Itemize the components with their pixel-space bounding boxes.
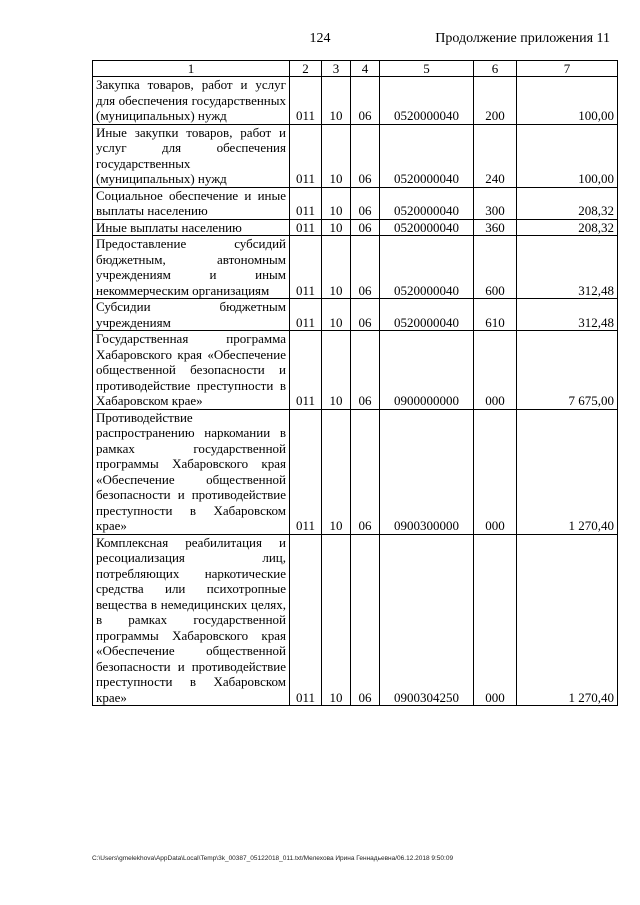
row-name-cell: Субсидии бюджетным учреждениям <box>93 299 290 331</box>
admin-code-cell: 011 <box>290 219 322 236</box>
column-header: 1 <box>93 61 290 77</box>
column-header: 6 <box>474 61 517 77</box>
appendix-label: Продолжение приложения 11 <box>435 31 610 46</box>
target-article-cell: 0520000040 <box>380 236 474 299</box>
amount-cell: 1 270,40 <box>517 534 618 706</box>
table-row <box>93 299 618 331</box>
subsection-cell: 06 <box>351 77 380 125</box>
admin-code-cell: 011 <box>290 187 322 219</box>
admin-code-cell: 011 <box>290 77 322 125</box>
target-article-cell: 0520000040 <box>380 299 474 331</box>
target-article-cell: 0900304250 <box>380 534 474 706</box>
subsection-cell: 06 <box>351 409 380 534</box>
subsection-cell: 06 <box>351 187 380 219</box>
table-row <box>93 77 618 125</box>
target-article-cell: 0520000040 <box>380 124 474 187</box>
column-header: 5 <box>380 61 474 77</box>
row-name-cell: Противодействие распространению наркомании в рамках государственной программы Хабаровского края «Обеспечение общественной безопасности и противодействие преступности в Хабаровском крае» <box>93 409 290 534</box>
table-row <box>93 409 618 534</box>
subsection-cell: 06 <box>351 236 380 299</box>
expense-type-cell: 240 <box>474 124 517 187</box>
section-cell: 10 <box>322 187 351 219</box>
table-row <box>93 331 618 410</box>
target-article-cell: 0900000000 <box>380 331 474 410</box>
table-row <box>93 187 618 219</box>
subsection-cell: 06 <box>351 534 380 706</box>
target-article-cell: 0520000040 <box>380 77 474 125</box>
file-path-footer: C:\Users\gmelekhova\AppData\Local\Temp\3k_00387_05122018_011.txt/Мелехова Ирина Геннадьевна/06.12.2018 9:50:09 <box>92 855 454 862</box>
expense-type-cell: 200 <box>474 77 517 125</box>
admin-code-cell: 011 <box>290 534 322 706</box>
expense-type-cell: 000 <box>474 409 517 534</box>
admin-code-cell: 011 <box>290 236 322 299</box>
section-cell: 10 <box>322 534 351 706</box>
section-cell: 10 <box>322 124 351 187</box>
amount-cell: 312,48 <box>517 236 618 299</box>
table-row <box>93 219 618 236</box>
admin-code-cell: 011 <box>290 409 322 534</box>
column-header: 4 <box>351 61 380 77</box>
target-article-cell: 0520000040 <box>380 187 474 219</box>
section-cell: 10 <box>322 236 351 299</box>
amount-cell: 1 270,40 <box>517 409 618 534</box>
section-cell: 10 <box>322 331 351 410</box>
subsection-cell: 06 <box>351 124 380 187</box>
page-number: 124 <box>309 31 331 46</box>
subsection-cell: 06 <box>351 331 380 410</box>
row-name-cell: Иные закупки товаров, работ и услуг для обеспечения государственных (муниципальных) нужд <box>93 124 290 187</box>
expense-type-cell: 000 <box>474 331 517 410</box>
row-name-cell: Иные выплаты населению <box>93 219 290 236</box>
section-cell: 10 <box>322 219 351 236</box>
target-article-cell: 0520000040 <box>380 219 474 236</box>
expense-type-cell: 360 <box>474 219 517 236</box>
subsection-cell: 06 <box>351 219 380 236</box>
amount-cell: 208,32 <box>517 219 618 236</box>
row-name-cell: Предоставление субсидий бюджетным, автономным учреждениям и иным некоммерческим организациям <box>93 236 290 299</box>
row-name-cell: Закупка товаров, работ и услуг для обеспечения государственных (муниципальных) нужд <box>93 77 290 125</box>
row-name-cell: Комплексная реабилитация и ресоциализация лиц, потребляющих наркотические средства или психотропные вещества в немедицинских целях, в рамках государственной программы Хабаровского края «Обеспечение общественной безопасности и противодействие преступности в Хабаровском крае» <box>93 534 290 706</box>
amount-cell: 208,32 <box>517 187 618 219</box>
admin-code-cell: 011 <box>290 331 322 410</box>
admin-code-cell: 011 <box>290 299 322 331</box>
column-header: 3 <box>322 61 351 77</box>
table-row <box>93 534 618 706</box>
row-name-cell: Социальное обеспечение и иные выплаты населению <box>93 187 290 219</box>
amount-cell: 100,00 <box>517 124 618 187</box>
amount-cell: 7 675,00 <box>517 331 618 410</box>
expense-type-cell: 600 <box>474 236 517 299</box>
column-header: 7 <box>517 61 618 77</box>
subsection-cell: 06 <box>351 299 380 331</box>
table-row <box>93 124 618 187</box>
admin-code-cell: 011 <box>290 124 322 187</box>
table-row <box>93 236 618 299</box>
section-cell: 10 <box>322 299 351 331</box>
amount-cell: 312,48 <box>517 299 618 331</box>
row-name-cell: Государственная программа Хабаровского края «Обеспечение общественной безопасности и противодействие преступности в Хабаровском крае» <box>93 331 290 410</box>
expense-type-cell: 610 <box>474 299 517 331</box>
column-header: 2 <box>290 61 322 77</box>
section-cell: 10 <box>322 77 351 125</box>
section-cell: 10 <box>322 409 351 534</box>
amount-cell: 100,00 <box>517 77 618 125</box>
expense-type-cell: 000 <box>474 534 517 706</box>
target-article-cell: 0900300000 <box>380 409 474 534</box>
expense-type-cell: 300 <box>474 187 517 219</box>
table-header-row <box>93 61 618 77</box>
budget-table <box>92 60 618 706</box>
